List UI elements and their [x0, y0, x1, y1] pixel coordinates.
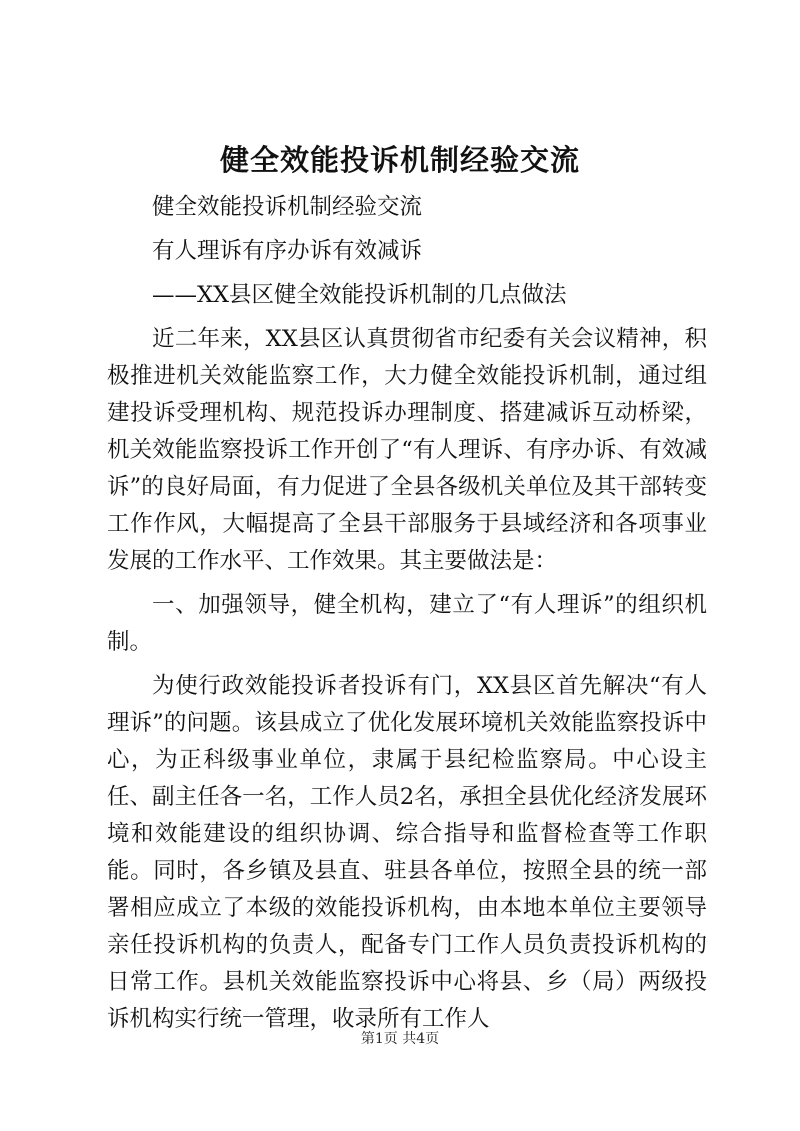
paragraph-heading-repeat: 健全效能投诉机制经验交流: [152, 194, 423, 220]
paragraph-section-one-heading: 一、加强领导，健全机构，建立了“有人理诉”的组织机制。: [107, 592, 707, 655]
document-body: [107, 189, 707, 1038]
paragraph-intro: 近二年来，XX县区认真贯彻省市纪委有关会议精神，积极推进机关效能监察工作，大力健全效能投诉机制，通过组建投诉受理机构、规范投诉办理制度、搭建减诉互动桥梁，机关效能监察投诉工作开创了“有人理诉、有序办诉、有效减诉”的良好局面，有力促进了全县各级机关单位及其干部转变工作作风，大幅提高了全县干部服务于县域经济和各项事业发展的工作水平、工作效果。其主要做法是：: [107, 326, 707, 574]
paragraph-subtitle: 有人理诉有序办诉有效减诉: [152, 238, 423, 264]
paragraph-section-one-body: 为使行政效能投诉者投诉有门，XX县区首先解决“有人理诉”的问题。该县成立了优化发展环境机关效能监察投诉中心，为正科级事业单位，隶属于县纪检监察局。中心设主任、副主任各一名，工作人员2名，承担全县优化经济发展环境和效能建设的组织协调、综合指导和监督检查等工作职能。同时，各乡镇及县直、驻县各单位，按照全县的统一部署相应成立了本级的效能投诉机构，由本地本单位主要领导亲任投诉机构的负责人，配备专门工作人员负责投诉机构的日常工作。县机关效能监察投诉中心将县、乡（局）两级投诉机构实行统一管理，收录所有工作人: [107, 673, 707, 1032]
document-title: 健全效能投诉机制经验交流: [219, 143, 580, 177]
paragraph-subheading: ——XX县区健全效能投诉机制的几点做法: [152, 282, 567, 308]
page-footer: 第1页 共4页: [360, 1031, 440, 1047]
